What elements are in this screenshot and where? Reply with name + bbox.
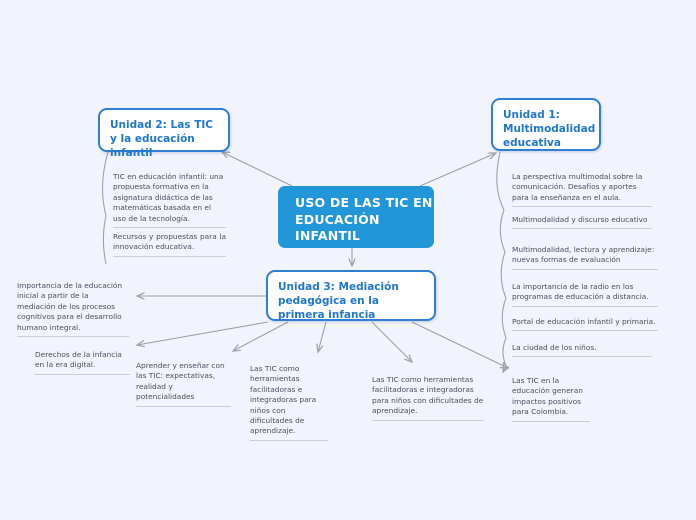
spine-unit1-6 [503,366,506,372]
connector-root-unit1 [420,153,496,186]
unit-node-unidad-3[interactable] [266,270,436,321]
leaf-item[interactable]: La importancia de la radio en los programas de educación a distancia. [512,282,658,307]
leaf-item[interactable]: La perspectiva multimodal sobre la comunicación. Desafíos y aportes para la enseñanza en el aula. [512,172,652,207]
leaf-item[interactable]: Las TIC como herramientas facilitadoras e integradoras para niños con dificultades de aprendizaje. [250,364,328,441]
spine-unit2-2 [103,216,106,264]
leaf-item[interactable]: Aprender y enseñar con las TIC: expectativas, realidad y potencialidades [136,361,231,407]
connector-unit3-leaf6 [412,322,508,368]
connector-unit3-leaf5 [372,322,412,362]
leaf-item[interactable]: Portal de educación infantil y primaria. [512,317,658,331]
unit-node-label: Unidad 1: Multimodalidad educativa [503,109,596,149]
root-label: USO DE LAS TIC EN EDUCACIÓN INFANTIL [295,195,433,243]
leaf-item[interactable]: Derechos de la infancia en la era digital. [35,350,130,375]
leaf-item[interactable]: Importancia de la educación inicial a partir de la mediación de los procesos cognitivos para el desarrollo humano integral. [17,281,129,337]
leaf-item[interactable]: Recursos y propuestas para la innovación educativa. [113,232,226,257]
unit-node-unidad-2[interactable] [98,108,230,159]
spine-unit1-2 [500,210,505,252]
spine-unit2-1 [103,152,109,216]
leaf-item[interactable]: Las TIC como herramientas facilitadoras e integradoras para niños con dificultades de aprendizaje. [372,375,484,421]
connector-unit3-leaf3 [233,322,288,351]
leaf-item[interactable]: La ciudad de los niños. [512,343,652,357]
leaf-item[interactable]: Las TIC en la educación generan impactos positivos para Colombia. [512,376,590,422]
unit-node-label: Unidad 2: Las TIC y la educación infantil [110,119,213,159]
leaf-item[interactable]: TIC en educación infantil: una propuesta formativa en la asignatura didáctica de las matemáticas basada en el uso de la tecnología. [113,172,226,228]
spine-unit1-4 [502,298,506,338]
connector-unit3-leaf4 [318,322,326,352]
spine-unit1-3 [501,252,506,298]
leaf-item[interactable]: Multimodalidad y discurso educativo [512,215,652,229]
root-node[interactable] [278,186,434,248]
spine-unit1-1 [497,152,504,210]
connector-root-unit2 [222,152,292,186]
spine-unit1-5 [503,338,506,366]
unit-node-label: Unidad 3: Mediación pedagógica en la primera infancia [278,281,399,321]
unit-node-unidad-1[interactable] [491,98,601,151]
leaf-item[interactable]: Multimodalidad, lectura y aprendizaje: nuevas formas de evaluación [512,245,658,270]
connector-unit3-leaf2 [137,322,268,345]
